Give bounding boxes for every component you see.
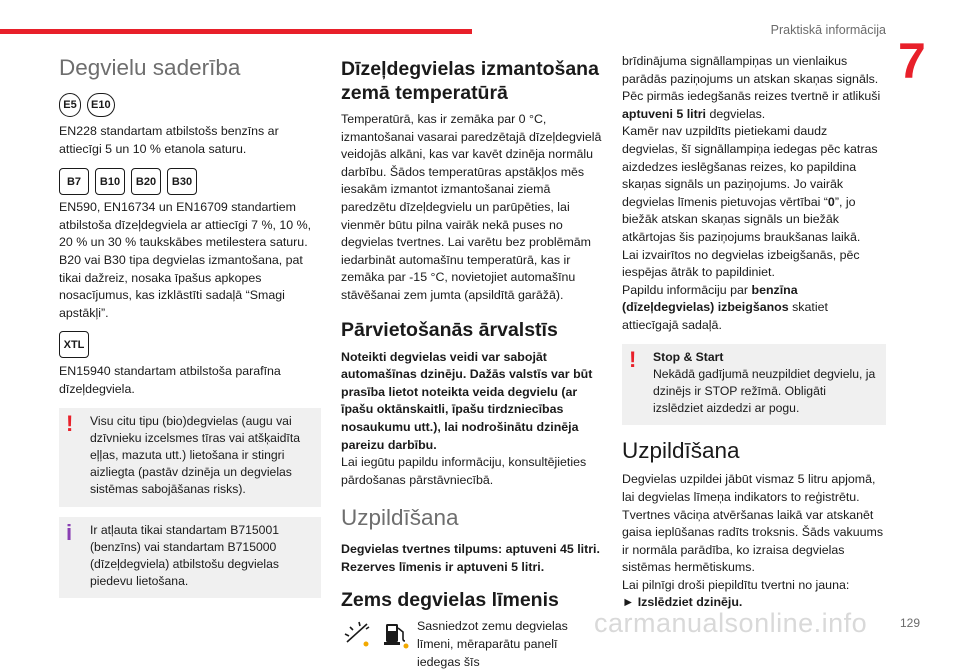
warning-box-stop-start — [622, 344, 886, 426]
diesel-cold-text: Temperatūrā, kas ir zemāka par 0 °C, izmantošanai vasarai paredzētajā dīzeļdegvielā veidojās alkāni, kas var kavēt dzinēja normālu darbību. Šādos temperatūras apstākļos mēs iesakām izmantot izmantošanai ziemā paredzētu dīzeļdegvielu un parūpēties, lai vienmēr būtu pilna vairāk nekā puses no degvielas tvertnes. Lai varētu bez problēmām iedarbināt automašīnu temperatūrā, kas ir zemāka par -15 °C, novietojiet automašīnu stāvēšanai zem jumta (apsildītā garāžā). — [341, 112, 602, 302]
warning-repeat-part2: ”, jo biežāk atskan skaņas signāls un biežāk atkārtojas šis paziņojums braukšanas laikā. — [622, 194, 861, 244]
fuel-badge-b20-icon: B20 — [131, 168, 161, 195]
info-i-icon: i — [66, 519, 73, 545]
section-heading-low-fuel: Zems degvielas līmenis — [341, 589, 559, 612]
abroad-text: Lai iegūtu papildu informāciju, konsultējieties pārdošanas pārstāvniecībā. — [341, 455, 587, 487]
low-fuel-text-bold: aptuveni 5 litri — [622, 106, 706, 121]
warning-repeat-zero: 0 — [827, 194, 835, 209]
xtl-compat-text: EN15940 standartam atbilstoša parafīna dīzeļdegviela. — [59, 364, 281, 396]
fuel-badge-e5-icon: E5 — [59, 93, 81, 117]
fuel-badge-e10-icon: E10 — [87, 93, 115, 117]
header-red-bar — [0, 29, 472, 34]
diesel-compat-text: EN590, EN16734 un EN16709 standartiem atbilstoša dīzeļdegviela ar attiecīgi 7 %, 10 %, 20 % un 30 % taukskābes metilestera saturu. B20 vai B30 tipa degvielas izmantošana, pat tikai dažreiz, nosaka īpašus apkopes nosacījumus, kas izklāstīti sadaļā “Smagi apstākļi”. — [59, 200, 312, 320]
stop-start-title: Stop & Start — [653, 349, 724, 364]
low-fuel-row — [341, 618, 603, 671]
warning-repeat-text — [622, 123, 886, 246]
more-info-part2: skatiet attiecīgajā sadaļā. — [622, 300, 828, 332]
warning-biofuel-text: Visu citu tipu (bio)degvielas (augu vai dzīvnieku izcelsmes tīras vai atšķaidīta eļļas, mazuta utt.) lietošana ir stingri aizliegta (pastāv dzinēja un degvielas sistēmas sabojāšanas risks). — [90, 413, 300, 497]
low-fuel-gauge-icon — [341, 618, 377, 650]
vacuum-noise-text: Tvertnes vāciņa atvēršanas laikā var atskanēt gaisa ieplūšanas radīts troksnis. Šāds vakuums ir normāla parādība, ko izraisa degvielas sistēmas hermētiskums. — [622, 507, 884, 575]
fuel-badge-xtl-icon: XTL — [59, 331, 89, 358]
fuel-badges-diesel — [59, 168, 321, 195]
column-3 — [622, 54, 886, 612]
reserve-level-text: Rezerves līmenis ir aptuveni 5 litri. — [341, 559, 545, 574]
warning-box-biofuel — [59, 408, 321, 507]
low-fuel-text-part2: degvielas. — [709, 106, 766, 121]
more-info-text — [622, 282, 886, 335]
watermark: carmanualsonline.info — [594, 608, 868, 638]
fuel-badge-b30-icon: B30 — [167, 168, 197, 195]
low-fuel-continued-text — [622, 53, 886, 123]
fuel-badge-b10-icon: B10 — [95, 168, 125, 195]
step-stop-engine: ► Izslēdziet dzinēju. — [622, 595, 743, 610]
fuel-badges-petrol — [59, 93, 321, 117]
info-additives-text: Ir atļauta tikai standartam B715001 (benzīns) vai standartam B715000 (dīzeļdegviela) atbilstošu degvielas piedevu lietošana. — [90, 522, 280, 589]
more-info-part1: Papildu informāciju par — [622, 282, 749, 297]
section-heading-refuelling: Uzpildīšana — [341, 505, 459, 531]
abroad-bold-text: Noteikti degvielas veidi var sabojāt automašīnas dzinēju. Dažās valstīs var būt prasība lietot noteikta veida degvielu (ar īpašu oktānskaitli, īpašu tirdzniecības nosaukumu utt.), lai nodrošinātu dzinēja pareizu darbību. — [341, 349, 593, 452]
column-2 — [341, 54, 603, 671]
low-fuel-text-part1: brīdinājuma signāllampiņas un vienlaikus parādās paziņojums un atskan skaņas signāls. Pēc pirmās iedegšanās reizes tvertnē ir atlikuši — [622, 54, 881, 104]
fuel-badge-b7-icon: B7 — [59, 168, 89, 195]
fuel-pump-icon — [383, 618, 411, 650]
stop-start-text: Nekādā gadījumā neuzpildiet degvielu, ja dzinējs ir STOP režīmā. Obligāti izslēdziet aizdedzi ar pogu. — [653, 366, 876, 416]
page-header-title: Praktiskā informācija — [770, 23, 886, 37]
page-number: 129 — [900, 616, 921, 630]
tank-capacity-text: Degvielas tvertnes tilpums: aptuveni 45 litri. — [341, 542, 600, 557]
section-heading-refuelling-2: Uzpildīšana — [622, 438, 740, 464]
chapter-number: 7 — [898, 33, 926, 89]
avoid-empty-text: Lai izvairītos no degvielas izbeigšanās, pēc iespējas ātrāk to papildiniet. — [622, 247, 860, 280]
section-heading-fuel-compat: Degvielu saderība — [59, 55, 241, 80]
petrol-compat-text: EN228 standartam atbilstošs benzīns ar attiecīgi 5 un 10 % etanola saturu. — [59, 124, 279, 156]
section-heading-abroad: Pārvietošanās ārvalstīs — [341, 318, 558, 341]
warning-exclamation-icon: ! — [629, 346, 637, 372]
warning-exclamation-icon: ! — [66, 410, 74, 436]
refuel-min-text: Degvielas uzpildei jābūt vismaz 5 litru apjomā, lai degvielas līmeņa indikators to reģistrētu. — [622, 472, 876, 504]
column-1 — [59, 54, 321, 598]
warning-repeat-part1: Kamēr nav uzpildīts pietiekami daudz degvielas, šī signāllampiņa iedegas pēc katras aizdedzes ieslēgšanas reizes, ko papildina skaņas signāls un paziņojums. Jo vairāk degvielas līmenis pietuvojas vērtībai “ — [622, 124, 878, 209]
fuel-badges-xtl — [59, 331, 321, 358]
refill-intro-text: Lai pilnīgi droši piepildītu tvertni no jauna: — [622, 577, 850, 592]
section-heading-diesel-cold: Dīzeļdegvielas izmantošana zemā temperatūrā — [341, 58, 599, 104]
info-box-additives — [59, 517, 321, 599]
low-fuel-text: Sasniedzot zemu degvielas līmeni, mēraparātu panelī iedegas šīs — [417, 619, 568, 669]
more-info-bold: benzīna (dīzeļdegvielas) izbeigšanos — [622, 282, 798, 315]
